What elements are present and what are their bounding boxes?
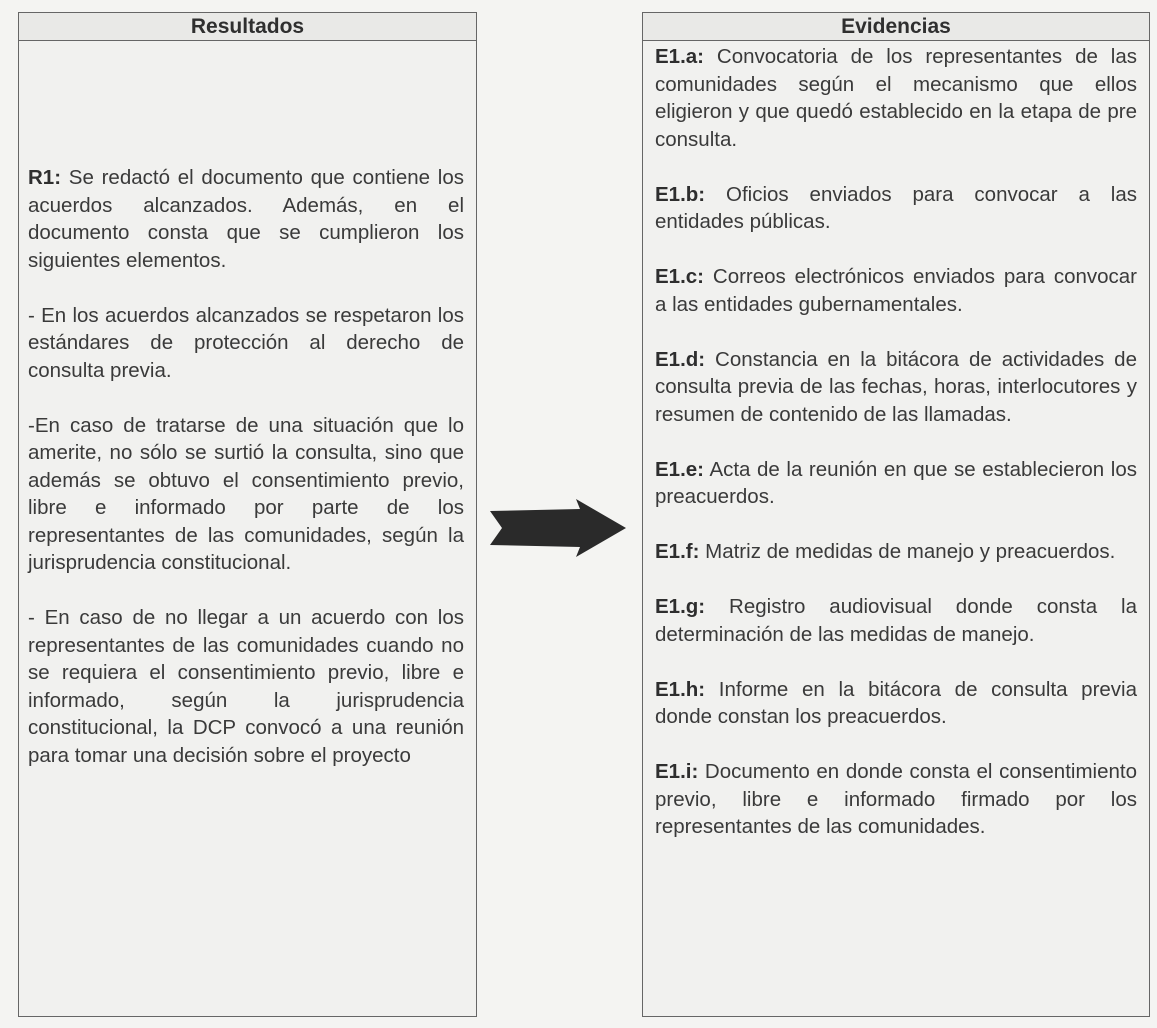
resultados-header: Resultados (19, 13, 476, 41)
evidencia-code: E1.e: (655, 457, 704, 481)
evidencia-code: E1.c: (655, 265, 704, 288)
resultados-body (19, 41, 476, 769)
evidencia-text: Informe en la bitácora de consulta previa donde constan los preacuerdos. (655, 677, 1137, 728)
evidencia-text: Documento en donde consta el consentimiento previo, libre e informado firmado por los representantes de las comunidades. (655, 760, 1137, 838)
evidencia-e1d (655, 346, 1137, 429)
evidencia-code: E1.a: (655, 45, 704, 68)
resultados-item: - En los acuerdos alcanzados se respetaron los estándares de protección al derecho de consulta previa. (28, 303, 464, 382)
evidencia-e1g (655, 593, 1137, 648)
evidencias-body (643, 41, 1149, 841)
evidencia-code: E1.g: (655, 595, 706, 618)
evidencia-text: Constancia en la bitácora de actividades de consulta previa de las fechas, horas, interlocutores y resumen de contenido de las llamadas. (655, 347, 1137, 426)
r1-text: Se redactó el documento que contiene los acuerdos alcanzados. Además, en el documento consta que se cumplieron los siguientes elementos. (28, 166, 464, 272)
evidencia-code: E1.i: (655, 760, 699, 783)
evidencia-code: E1.d: (655, 347, 706, 371)
evidencias-box (642, 12, 1150, 1017)
evidencia-text: Oficios enviados para convocar a las entidades públicas. (655, 182, 1137, 233)
resultados-item: -En caso de tratarse de una situación que lo amerite, no sólo se surtió la consulta, sino que además se obtuvo el consentimiento previo, libre e informado por parte de los representantes de las comunidades, según la jurisprudencia constitucional. (28, 413, 464, 574)
evidencia-text: Registro audiovisual donde consta la determinación de las medidas de manejo. (655, 595, 1137, 646)
evidencia-e1e (655, 456, 1137, 511)
evidencia-e1h (655, 676, 1137, 731)
evidencia-text: Convocatoria de los representantes de las comunidades según el mecanismo que ellos eligieron y que quedó establecido en la etapa de pre consulta. (655, 45, 1137, 151)
evidencia-code: E1.h: (655, 677, 706, 701)
evidencia-text: Matriz de medidas de manejo y preacuerdos. (699, 540, 1116, 563)
resultados-box (18, 12, 477, 1017)
evidencia-e1f (655, 538, 1137, 566)
evidencias-header: Evidencias (643, 13, 1149, 41)
evidencia-e1c (655, 263, 1137, 318)
r1-paragraph (28, 164, 464, 274)
r1-code: R1: (28, 166, 62, 189)
evidencia-text: Correos electrónicos enviados para convocar a las entidades gubernamentales. (655, 265, 1137, 316)
evidencia-e1i (655, 758, 1137, 841)
evidencia-e1a (655, 43, 1137, 153)
resultados-item: - En caso de no llegar a un acuerdo con los representantes de las comunidades cuando no se requiera el consentimiento previo, libre e informado, según la jurisprudencia constitucional, la DCP convocó a una reunión para tomar una decisión sobre el proyecto (28, 606, 464, 767)
evidencia-code: E1.b: (655, 182, 706, 206)
evidencia-text: Acta de la reunión en que se establecieron los preacuerdos. (655, 457, 1137, 508)
right-arrow-icon (488, 497, 628, 559)
evidencia-e1b (655, 181, 1137, 236)
evidencia-code: E1.f: (655, 540, 700, 563)
